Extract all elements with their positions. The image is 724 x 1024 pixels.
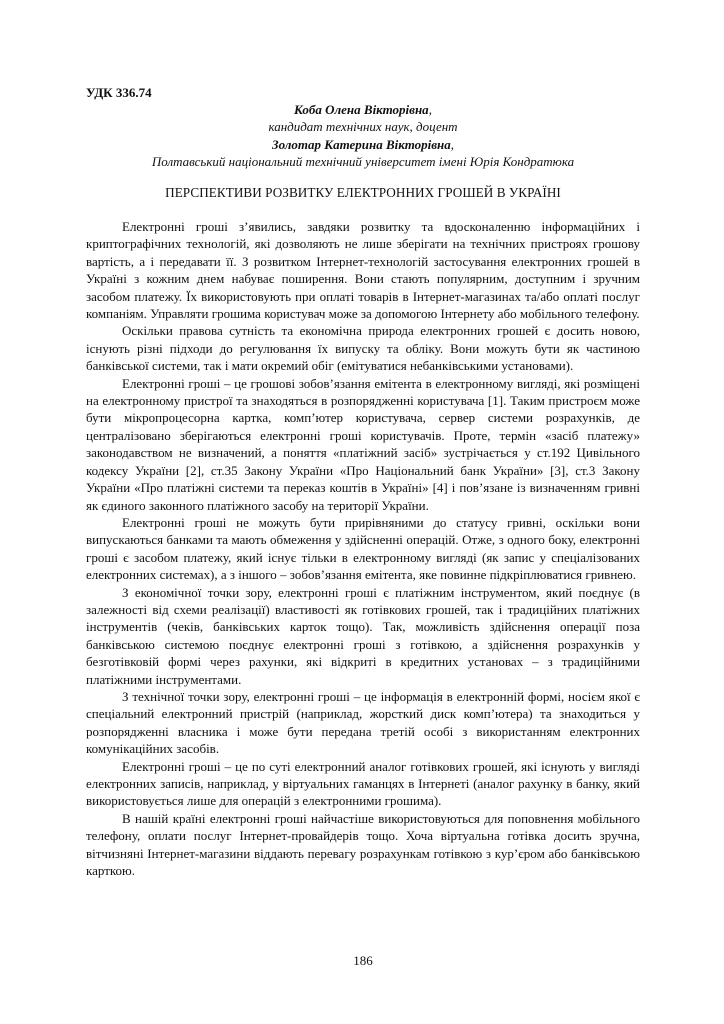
- paragraph: Електронні гроші з’явились, завдяки розвитку та вдосконаленню інформаційних і криптографічних технологій, які дозволяють не лише зберігати на технічних пристроях грошову вартість, а і передавати її. З розвитком Інтернет-технологій застосування електронних грошей в Україні з кожним днем набуває поширення. Вони стають популярним, доступним і зручним засобом платежу. Їх використовують при оплаті товарів в Інтернет-магазинах та/або оплаті послуг компаніям. Управляти грошима користувач може за допомогою Інтернету або мобільного телефону.: [86, 219, 640, 322]
- author-2-line: Золотар Катерина Вікторівна,: [271, 136, 455, 152]
- authors-block: [86, 101, 640, 171]
- page-number: 186: [353, 953, 373, 968]
- paragraph: В нашій країні електронні гроші найчастіше використовуються для поповнення мобільного телефону, оплати послуг Інтернет-провайдерів тощо. Хоча віртуальна готівка досить зручна, вітчизняні Інтернет-магазини віддають перевагу розрахункам готівкою з кур’єром або банківською карткою.: [86, 810, 640, 879]
- author-2-name: Золотар Катерина Вікторівна: [271, 136, 451, 152]
- udc-code: УДК 336.74: [86, 85, 152, 100]
- paragraph: Оскільки правова сутність та економічна природа електронних грошей є досить новою, існують різні підходи до регулювання їх випуску та обліку. Вони можуть бути як частиною банківської системи, так і мати окремий обіг (емітуватися небанківськими установами).: [86, 323, 640, 374]
- paragraph: Електронні гроші – це по суті електронний аналог готівкових грошей, які існують у вигляді електронних записів, наприклад, у віртуальних гаманцях в Інтернеті (аналог рахунку в банку, який використовується лише для операцій з електронними грошима).: [86, 758, 640, 809]
- author-1-line: Коба Олена Вікторівна,: [294, 102, 432, 117]
- article-body: [86, 218, 640, 879]
- paragraph: Електронні гроші – це грошові зобов’язання емітента в електронному вигляді, які розміщені на електронному пристрої та знаходяться в розпорядженні користувача [1]. Таким пристроєм може бути мікропроцесорна картка, комп’ютер користувача, сервер системи розрахунків, де централізовано зберігаються електронні гроші користувачів. Проте, термін «засіб платежу» законодавством не визначений, а поняття «платіжний засіб» зустрічається у ст.192 Цивільного кодексу України [2], ст.35 Закону України «Про Національний банк України» [3], ст.3 Закону України «Про платіжні системи та переказ коштів в Україні» [4] і пов’язане із визначенням гривні як єдиного законного платіжного засобу на території України.: [86, 375, 640, 513]
- paragraph: Електронні гроші не можуть бути прирівняними до статусу гривні, оскільки вони випускаються банками та мають обмеження у здійсненні операцій. Отже, з одного боку, електронні гроші є засобом платежу, який існує тільки в електронному вигляді (як запис у спеціалізованих електронних системах), а з іншого – зобов’язання емітента, яке повинне підкріплюватися гривнею.: [86, 514, 640, 583]
- paragraph: З технічної точки зору, електронні гроші – це інформація в електронній формі, носієм якої є спеціальний електронний пристрій (наприклад, жорсткий диск комп’ютера) та знаходиться у розпорядженні власника і може бути передана третій особі з використанням електронних комунікаційних засобів.: [86, 688, 640, 757]
- author-1-name: Коба Олена Вікторівна: [294, 102, 429, 117]
- paragraph: З економічної точки зору, електронні гроші є платіжним інструментом, який поєднує (в залежності від схеми реалізації) властивості як готівкових грошей, так і традиційних платіжних інструментів (чеків, банківських карток тощо). Так, можливість здійснення операції поза банківською системою поєднує електронні гроші з готівкою, а здійснення розрахунків у безготівковій формі через рахунки, які відкриті в кредитних установах – з традиційними платіжними інструментами.: [86, 584, 640, 687]
- author-1-degree: кандидат технічних наук, доцент: [268, 119, 458, 135]
- article-title: ПЕРСПЕКТИВИ РОЗВИТКУ ЕЛЕКТРОННИХ ГРОШЕЙ В УКРАЇНІ: [165, 185, 561, 200]
- affiliation: Полтавський національний технічний університет імені Юрія Кондратюка: [151, 154, 575, 170]
